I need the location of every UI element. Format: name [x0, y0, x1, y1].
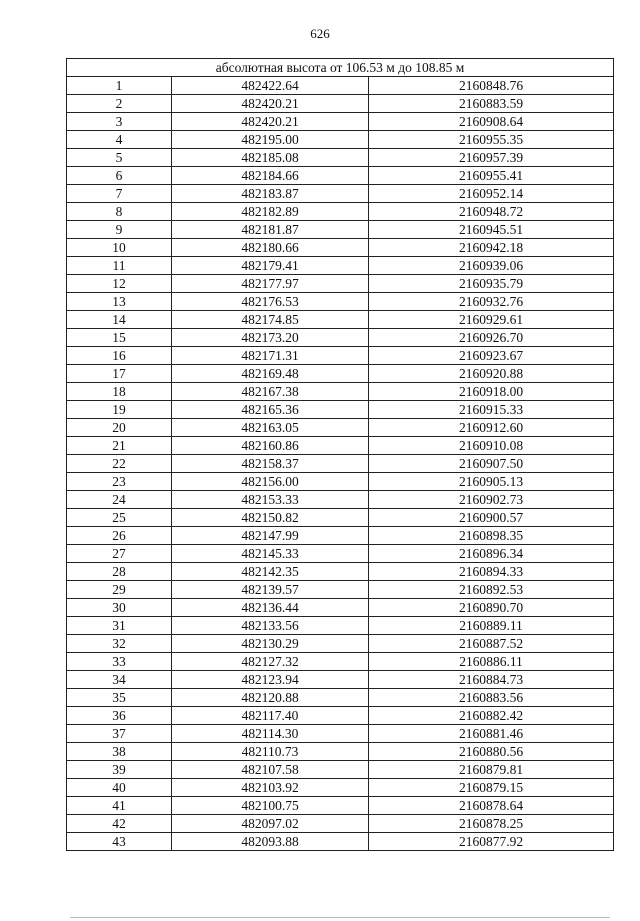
table-row: [67, 725, 614, 743]
table-row: [67, 113, 614, 131]
x-coordinate-cell: 482103.92: [172, 779, 369, 797]
x-coordinate-cell: 482167.38: [172, 383, 369, 401]
table-row: [67, 527, 614, 545]
table-row: [67, 419, 614, 437]
table-row: [67, 671, 614, 689]
table-row: [67, 581, 614, 599]
table-row: [67, 599, 614, 617]
x-coordinate-cell: 482120.88: [172, 689, 369, 707]
point-number-cell: 19: [67, 401, 172, 419]
y-coordinate-cell: 2160900.57: [369, 509, 614, 527]
table-row: [67, 707, 614, 725]
point-number-cell: 28: [67, 563, 172, 581]
table-row: [67, 167, 614, 185]
y-coordinate-cell: 2160896.34: [369, 545, 614, 563]
y-coordinate-cell: 2160898.35: [369, 527, 614, 545]
table-row: [67, 149, 614, 167]
point-number-cell: 16: [67, 347, 172, 365]
y-coordinate-cell: 2160915.33: [369, 401, 614, 419]
table-row: [67, 689, 614, 707]
point-number-cell: 29: [67, 581, 172, 599]
x-coordinate-cell: 482179.41: [172, 257, 369, 275]
table-row: [67, 383, 614, 401]
y-coordinate-cell: 2160935.79: [369, 275, 614, 293]
y-coordinate-cell: 2160952.14: [369, 185, 614, 203]
y-coordinate-cell: 2160908.64: [369, 113, 614, 131]
point-number-cell: 30: [67, 599, 172, 617]
x-coordinate-cell: 482130.29: [172, 635, 369, 653]
point-number-cell: 24: [67, 491, 172, 509]
y-coordinate-cell: 2160905.13: [369, 473, 614, 491]
table-row: [67, 257, 614, 275]
point-number-cell: 13: [67, 293, 172, 311]
y-coordinate-cell: 2160939.06: [369, 257, 614, 275]
point-number-cell: 35: [67, 689, 172, 707]
y-coordinate-cell: 2160887.52: [369, 635, 614, 653]
table-row: [67, 437, 614, 455]
table-row: [67, 275, 614, 293]
point-number-cell: 9: [67, 221, 172, 239]
table-row: [67, 293, 614, 311]
point-number-cell: 36: [67, 707, 172, 725]
x-coordinate-cell: 482097.02: [172, 815, 369, 833]
point-number-cell: 18: [67, 383, 172, 401]
point-number-cell: 23: [67, 473, 172, 491]
point-number-cell: 40: [67, 779, 172, 797]
y-coordinate-cell: 2160902.73: [369, 491, 614, 509]
x-coordinate-cell: 482158.37: [172, 455, 369, 473]
table-row: [67, 239, 614, 257]
x-coordinate-cell: 482107.58: [172, 761, 369, 779]
y-coordinate-cell: 2160923.67: [369, 347, 614, 365]
table-row: [67, 797, 614, 815]
x-coordinate-cell: 482183.87: [172, 185, 369, 203]
y-coordinate-cell: 2160881.46: [369, 725, 614, 743]
y-coordinate-cell: 2160907.50: [369, 455, 614, 473]
point-number-cell: 22: [67, 455, 172, 473]
x-coordinate-cell: 482176.53: [172, 293, 369, 311]
point-number-cell: 6: [67, 167, 172, 185]
coordinates-table-body: [67, 59, 614, 851]
y-coordinate-cell: 2160945.51: [369, 221, 614, 239]
table-row: [67, 365, 614, 383]
x-coordinate-cell: 482100.75: [172, 797, 369, 815]
point-number-cell: 34: [67, 671, 172, 689]
x-coordinate-cell: 482093.88: [172, 833, 369, 851]
x-coordinate-cell: 482127.32: [172, 653, 369, 671]
table-row: [67, 329, 614, 347]
y-coordinate-cell: 2160892.53: [369, 581, 614, 599]
x-coordinate-cell: 482165.36: [172, 401, 369, 419]
x-coordinate-cell: 482171.31: [172, 347, 369, 365]
point-number-cell: 41: [67, 797, 172, 815]
y-coordinate-cell: 2160926.70: [369, 329, 614, 347]
x-coordinate-cell: 482195.00: [172, 131, 369, 149]
point-number-cell: 7: [67, 185, 172, 203]
point-number-cell: 1: [67, 77, 172, 95]
table-row: [67, 617, 614, 635]
point-number-cell: 25: [67, 509, 172, 527]
table-row: [67, 743, 614, 761]
page-number: 626: [310, 26, 330, 41]
point-number-cell: 2: [67, 95, 172, 113]
table-row: [67, 833, 614, 851]
table-row: [67, 761, 614, 779]
x-coordinate-cell: 482133.56: [172, 617, 369, 635]
point-number-cell: 20: [67, 419, 172, 437]
y-coordinate-cell: 2160910.08: [369, 437, 614, 455]
table-row: [67, 185, 614, 203]
y-coordinate-cell: 2160884.73: [369, 671, 614, 689]
table-row: [67, 311, 614, 329]
table-row: [67, 401, 614, 419]
y-coordinate-cell: 2160878.25: [369, 815, 614, 833]
x-coordinate-cell: 482156.00: [172, 473, 369, 491]
y-coordinate-cell: 2160877.92: [369, 833, 614, 851]
point-number-cell: 37: [67, 725, 172, 743]
x-coordinate-cell: 482177.97: [172, 275, 369, 293]
x-coordinate-cell: 482420.21: [172, 95, 369, 113]
table-row: [67, 203, 614, 221]
x-coordinate-cell: 482114.30: [172, 725, 369, 743]
table-row: [67, 221, 614, 239]
y-coordinate-cell: 2160932.76: [369, 293, 614, 311]
x-coordinate-cell: 482160.86: [172, 437, 369, 455]
table-row: [67, 815, 614, 833]
point-number-cell: 5: [67, 149, 172, 167]
y-coordinate-cell: 2160890.70: [369, 599, 614, 617]
y-coordinate-cell: 2160848.76: [369, 77, 614, 95]
point-number-cell: 31: [67, 617, 172, 635]
coordinates-table: [66, 58, 614, 851]
x-coordinate-cell: 482150.82: [172, 509, 369, 527]
y-coordinate-cell: 2160912.60: [369, 419, 614, 437]
x-coordinate-cell: 482139.57: [172, 581, 369, 599]
table-row: [67, 131, 614, 149]
point-number-cell: 32: [67, 635, 172, 653]
point-number-cell: 39: [67, 761, 172, 779]
x-coordinate-cell: 482145.33: [172, 545, 369, 563]
y-coordinate-cell: 2160889.11: [369, 617, 614, 635]
y-coordinate-cell: 2160918.00: [369, 383, 614, 401]
y-coordinate-cell: 2160883.56: [369, 689, 614, 707]
x-coordinate-cell: 482163.05: [172, 419, 369, 437]
x-coordinate-cell: 482136.44: [172, 599, 369, 617]
point-number-cell: 27: [67, 545, 172, 563]
x-coordinate-cell: 482110.73: [172, 743, 369, 761]
y-coordinate-cell: 2160882.42: [369, 707, 614, 725]
y-coordinate-cell: 2160955.35: [369, 131, 614, 149]
y-coordinate-cell: 2160957.39: [369, 149, 614, 167]
table-row: [67, 545, 614, 563]
x-coordinate-cell: 482173.20: [172, 329, 369, 347]
point-number-cell: 8: [67, 203, 172, 221]
y-coordinate-cell: 2160879.15: [369, 779, 614, 797]
table-header: абсолютная высота от 106.53 м до 108.85 м: [67, 59, 614, 77]
point-number-cell: 3: [67, 113, 172, 131]
x-coordinate-cell: 482182.89: [172, 203, 369, 221]
x-coordinate-cell: 482142.35: [172, 563, 369, 581]
point-number-cell: 12: [67, 275, 172, 293]
y-coordinate-cell: 2160920.88: [369, 365, 614, 383]
point-number-cell: 15: [67, 329, 172, 347]
table-row: [67, 653, 614, 671]
x-coordinate-cell: 482181.87: [172, 221, 369, 239]
table-row: [67, 635, 614, 653]
x-coordinate-cell: 482123.94: [172, 671, 369, 689]
point-number-cell: 10: [67, 239, 172, 257]
y-coordinate-cell: 2160929.61: [369, 311, 614, 329]
x-coordinate-cell: 482117.40: [172, 707, 369, 725]
x-coordinate-cell: 482153.33: [172, 491, 369, 509]
x-coordinate-cell: 482422.64: [172, 77, 369, 95]
x-coordinate-cell: 482184.66: [172, 167, 369, 185]
x-coordinate-cell: 482169.48: [172, 365, 369, 383]
point-number-cell: 38: [67, 743, 172, 761]
page-edge-line: [70, 917, 610, 918]
x-coordinate-cell: 482180.66: [172, 239, 369, 257]
y-coordinate-cell: 2160883.59: [369, 95, 614, 113]
point-number-cell: 14: [67, 311, 172, 329]
point-number-cell: 42: [67, 815, 172, 833]
y-coordinate-cell: 2160894.33: [369, 563, 614, 581]
table-row: [67, 563, 614, 581]
table-row: [67, 509, 614, 527]
y-coordinate-cell: 2160880.56: [369, 743, 614, 761]
table-row: [67, 77, 614, 95]
y-coordinate-cell: 2160948.72: [369, 203, 614, 221]
x-coordinate-cell: 482420.21: [172, 113, 369, 131]
x-coordinate-cell: 482185.08: [172, 149, 369, 167]
table-row: [67, 95, 614, 113]
point-number-cell: 17: [67, 365, 172, 383]
x-coordinate-cell: 482174.85: [172, 311, 369, 329]
point-number-cell: 26: [67, 527, 172, 545]
point-number-cell: 11: [67, 257, 172, 275]
table-row: [67, 779, 614, 797]
table-row: [67, 455, 614, 473]
y-coordinate-cell: 2160942.18: [369, 239, 614, 257]
y-coordinate-cell: 2160955.41: [369, 167, 614, 185]
point-number-cell: 4: [67, 131, 172, 149]
point-number-cell: 33: [67, 653, 172, 671]
x-coordinate-cell: 482147.99: [172, 527, 369, 545]
y-coordinate-cell: 2160886.11: [369, 653, 614, 671]
table-row: [67, 473, 614, 491]
point-number-cell: 43: [67, 833, 172, 851]
y-coordinate-cell: 2160879.81: [369, 761, 614, 779]
y-coordinate-cell: 2160878.64: [369, 797, 614, 815]
table-header-row: [67, 59, 614, 77]
table-row: [67, 347, 614, 365]
point-number-cell: 21: [67, 437, 172, 455]
table-row: [67, 491, 614, 509]
